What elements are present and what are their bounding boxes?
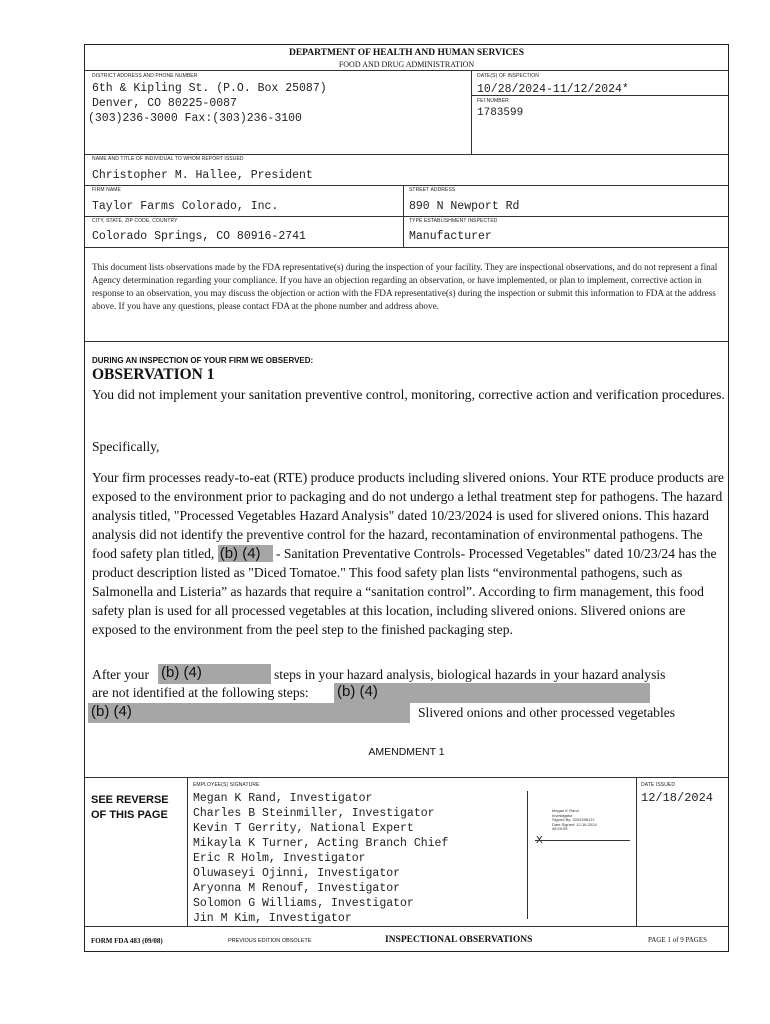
street-address: 890 N Newport Rd	[409, 200, 520, 213]
amendment-label: AMENDMENT 1	[368, 746, 445, 758]
firm-name: Taylor Farms Colorado, Inc.	[92, 200, 279, 213]
date-issued: 12/18/2024	[641, 791, 714, 805]
employee-name: Eric R Holm, Investigator	[193, 852, 366, 865]
signature-line	[535, 840, 630, 841]
redaction-b4: (b) (4)	[88, 703, 410, 723]
employee-name: Megan K Rand, Investigator	[193, 792, 373, 805]
date-issued-label: DATE ISSUED	[641, 782, 676, 788]
district-line-2: Denver, CO 80225-0087	[92, 97, 237, 110]
after-your-text: After your	[92, 667, 149, 682]
employee-name: Aryonna M Renouf, Investigator	[193, 882, 401, 895]
employee-list	[193, 791, 448, 926]
recipient-name: Christopher M. Hallee, President	[92, 169, 313, 182]
divider	[85, 926, 728, 927]
fda-483-form	[84, 44, 729, 952]
divider	[187, 777, 188, 926]
divider	[471, 70, 472, 154]
recipient-label: NAME AND TITLE OF INDIVIDUAL TO WHOM REPORT ISSUED	[92, 156, 244, 162]
form-number: FORM FDA 483 (09/08)	[91, 937, 163, 945]
detail-text-part-1: Your firm processes ready-to-eat (RTE) produce products including slivered onions. Your RTE produce products are exposed to the environment prior to packaging and do not undergo a lethal treatment step for pathogens. The hazard analysis titled, "Processed Vegetables Hazard Analysis" dated 10/23/2024 is used for slivered onions. This hazard analysis did not identify the preventive control for the hazard, recontamination of environmental pathogens. The food safety plan titled,	[92, 470, 724, 561]
agency-heading: FOOD AND DRUG ADMINISTRATION	[338, 60, 475, 69]
digital-signature-line: 08:29:55	[552, 826, 568, 832]
district-line-1: 6th & Kipling St. (P.O. Box 25087)	[92, 82, 327, 95]
employee-name: Kevin T Gerrity, National Expert	[193, 822, 414, 835]
see-reverse-line-1: SEE REVERSE	[91, 794, 169, 806]
digital-signature-line: Megan K Rand	[552, 808, 579, 813]
divider	[85, 70, 728, 71]
divider	[85, 341, 728, 342]
see-reverse-note	[91, 793, 169, 823]
redaction-b4: (b) (4)	[218, 545, 273, 562]
divider	[85, 185, 728, 186]
street-label: STREET ADDRESS	[409, 187, 456, 193]
digital-signature-line: Signed By: 2003398137	[552, 817, 595, 823]
divider	[85, 154, 728, 155]
steps-text: steps in your hazard analysis, biological hazards in your hazard analysis	[274, 667, 666, 682]
observation-detail-paragraph	[92, 468, 728, 639]
district-line-3: (303)236-3000 Fax:(303)236-3100	[88, 112, 302, 125]
digital-signature-line: Investigator	[552, 812, 573, 818]
observation-summary: You did not implement your sanitation preventive control, monitoring, corrective action and verification procedures.	[92, 387, 725, 402]
digital-signature-stamp	[552, 809, 597, 832]
divider	[85, 247, 728, 248]
divider	[471, 95, 728, 96]
employee-name: Oluwaseyi Ojinni, Investigator	[193, 867, 401, 880]
inspection-dates: 10/28/2024-11/12/2024*	[477, 83, 629, 96]
employee-name: Mikayla K Turner, Acting Branch Chief	[193, 837, 449, 850]
signature-x-mark: X	[536, 835, 543, 846]
fei-number: 1783599	[477, 107, 524, 119]
firm-name-label: FIRM NAME	[92, 187, 121, 193]
observation-title: OBSERVATION 1	[92, 366, 215, 383]
slivered-onions-text: Slivered onions and other processed vegetables	[418, 705, 676, 720]
department-heading: DEPARTMENT OF HEALTH AND HUMAN SERVICES	[288, 48, 525, 58]
divider	[85, 216, 728, 217]
notice-paragraph: This document lists observations made by the FDA representative(s) during the inspection of your facility. They are inspectional observations, and do not represent a final Agency determination regarding your compliance. If you have an objection regarding an observation, or have implemented, or plan to implement, corrective action in response to an observation, you may discuss the objection or action with the FDA representative(s) during the inspection or submit this information to FDA at the address above. If you have any questions, please contact FDA at the phone number and address above.	[92, 262, 718, 311]
footer-title: INSPECTIONAL OBSERVATIONS	[385, 935, 533, 945]
previous-edition-note: PREVIOUS EDITION OBSOLETE	[228, 938, 312, 944]
city-state-zip: Colorado Springs, CO 80916-2741	[92, 230, 306, 243]
specifically-label: Specifically,	[92, 439, 160, 454]
employee-name: Jin M Kim, Investigator	[193, 912, 352, 925]
not-identified-text: are not identified at the following steps:	[92, 685, 309, 700]
observations-intro: DURING AN INSPECTION OF YOUR FIRM WE OBSERVED:	[92, 356, 314, 365]
establishment-type: Manufacturer	[409, 230, 492, 243]
divider	[636, 777, 637, 926]
redaction-b4: (b) (4)	[158, 664, 271, 684]
see-reverse-line-2: OF THIS PAGE	[91, 809, 168, 821]
district-label: DISTRICT ADDRESS AND PHONE NUMBER	[92, 73, 198, 79]
employees-signature-label: EMPLOYEE(S) SIGNATURE	[193, 782, 260, 788]
detail-text-part-2: - Sanitation Preventative Controls- Processed Vegetables" dated 10/23/24 has the product description listed as "Diced Tomatoe." This food safety plan lists “environmental pathogens, such as Salmonella and Listeria” as hazards that require a “sanitation control”. According to firm management, this food safety plan is used for all processed vegetables at this location, including slivered onions. Slivered onions are exposed to the environment from the peel step to the finished packaging step.	[92, 546, 717, 637]
fei-label: FEI NUMBER	[477, 98, 509, 104]
redaction-b4: (b) (4)	[334, 683, 650, 703]
divider	[85, 777, 728, 778]
page-number: PAGE 1 of 9 PAGES	[648, 936, 707, 944]
city-label: CITY, STATE, ZIP CODE, COUNTRY	[92, 218, 178, 224]
establishment-type-label: TYPE ESTABLISHMENT INSPECTED	[409, 218, 498, 224]
employee-name: Charles B Steinmiller, Investigator	[193, 807, 435, 820]
inspection-dates-label: DATE(S) OF INSPECTION	[477, 73, 540, 79]
digital-signature-line: Date Signed: 12-18-2024	[552, 821, 597, 827]
employee-name: Solomon G Williams, Investigator	[193, 897, 414, 910]
divider	[527, 791, 528, 919]
